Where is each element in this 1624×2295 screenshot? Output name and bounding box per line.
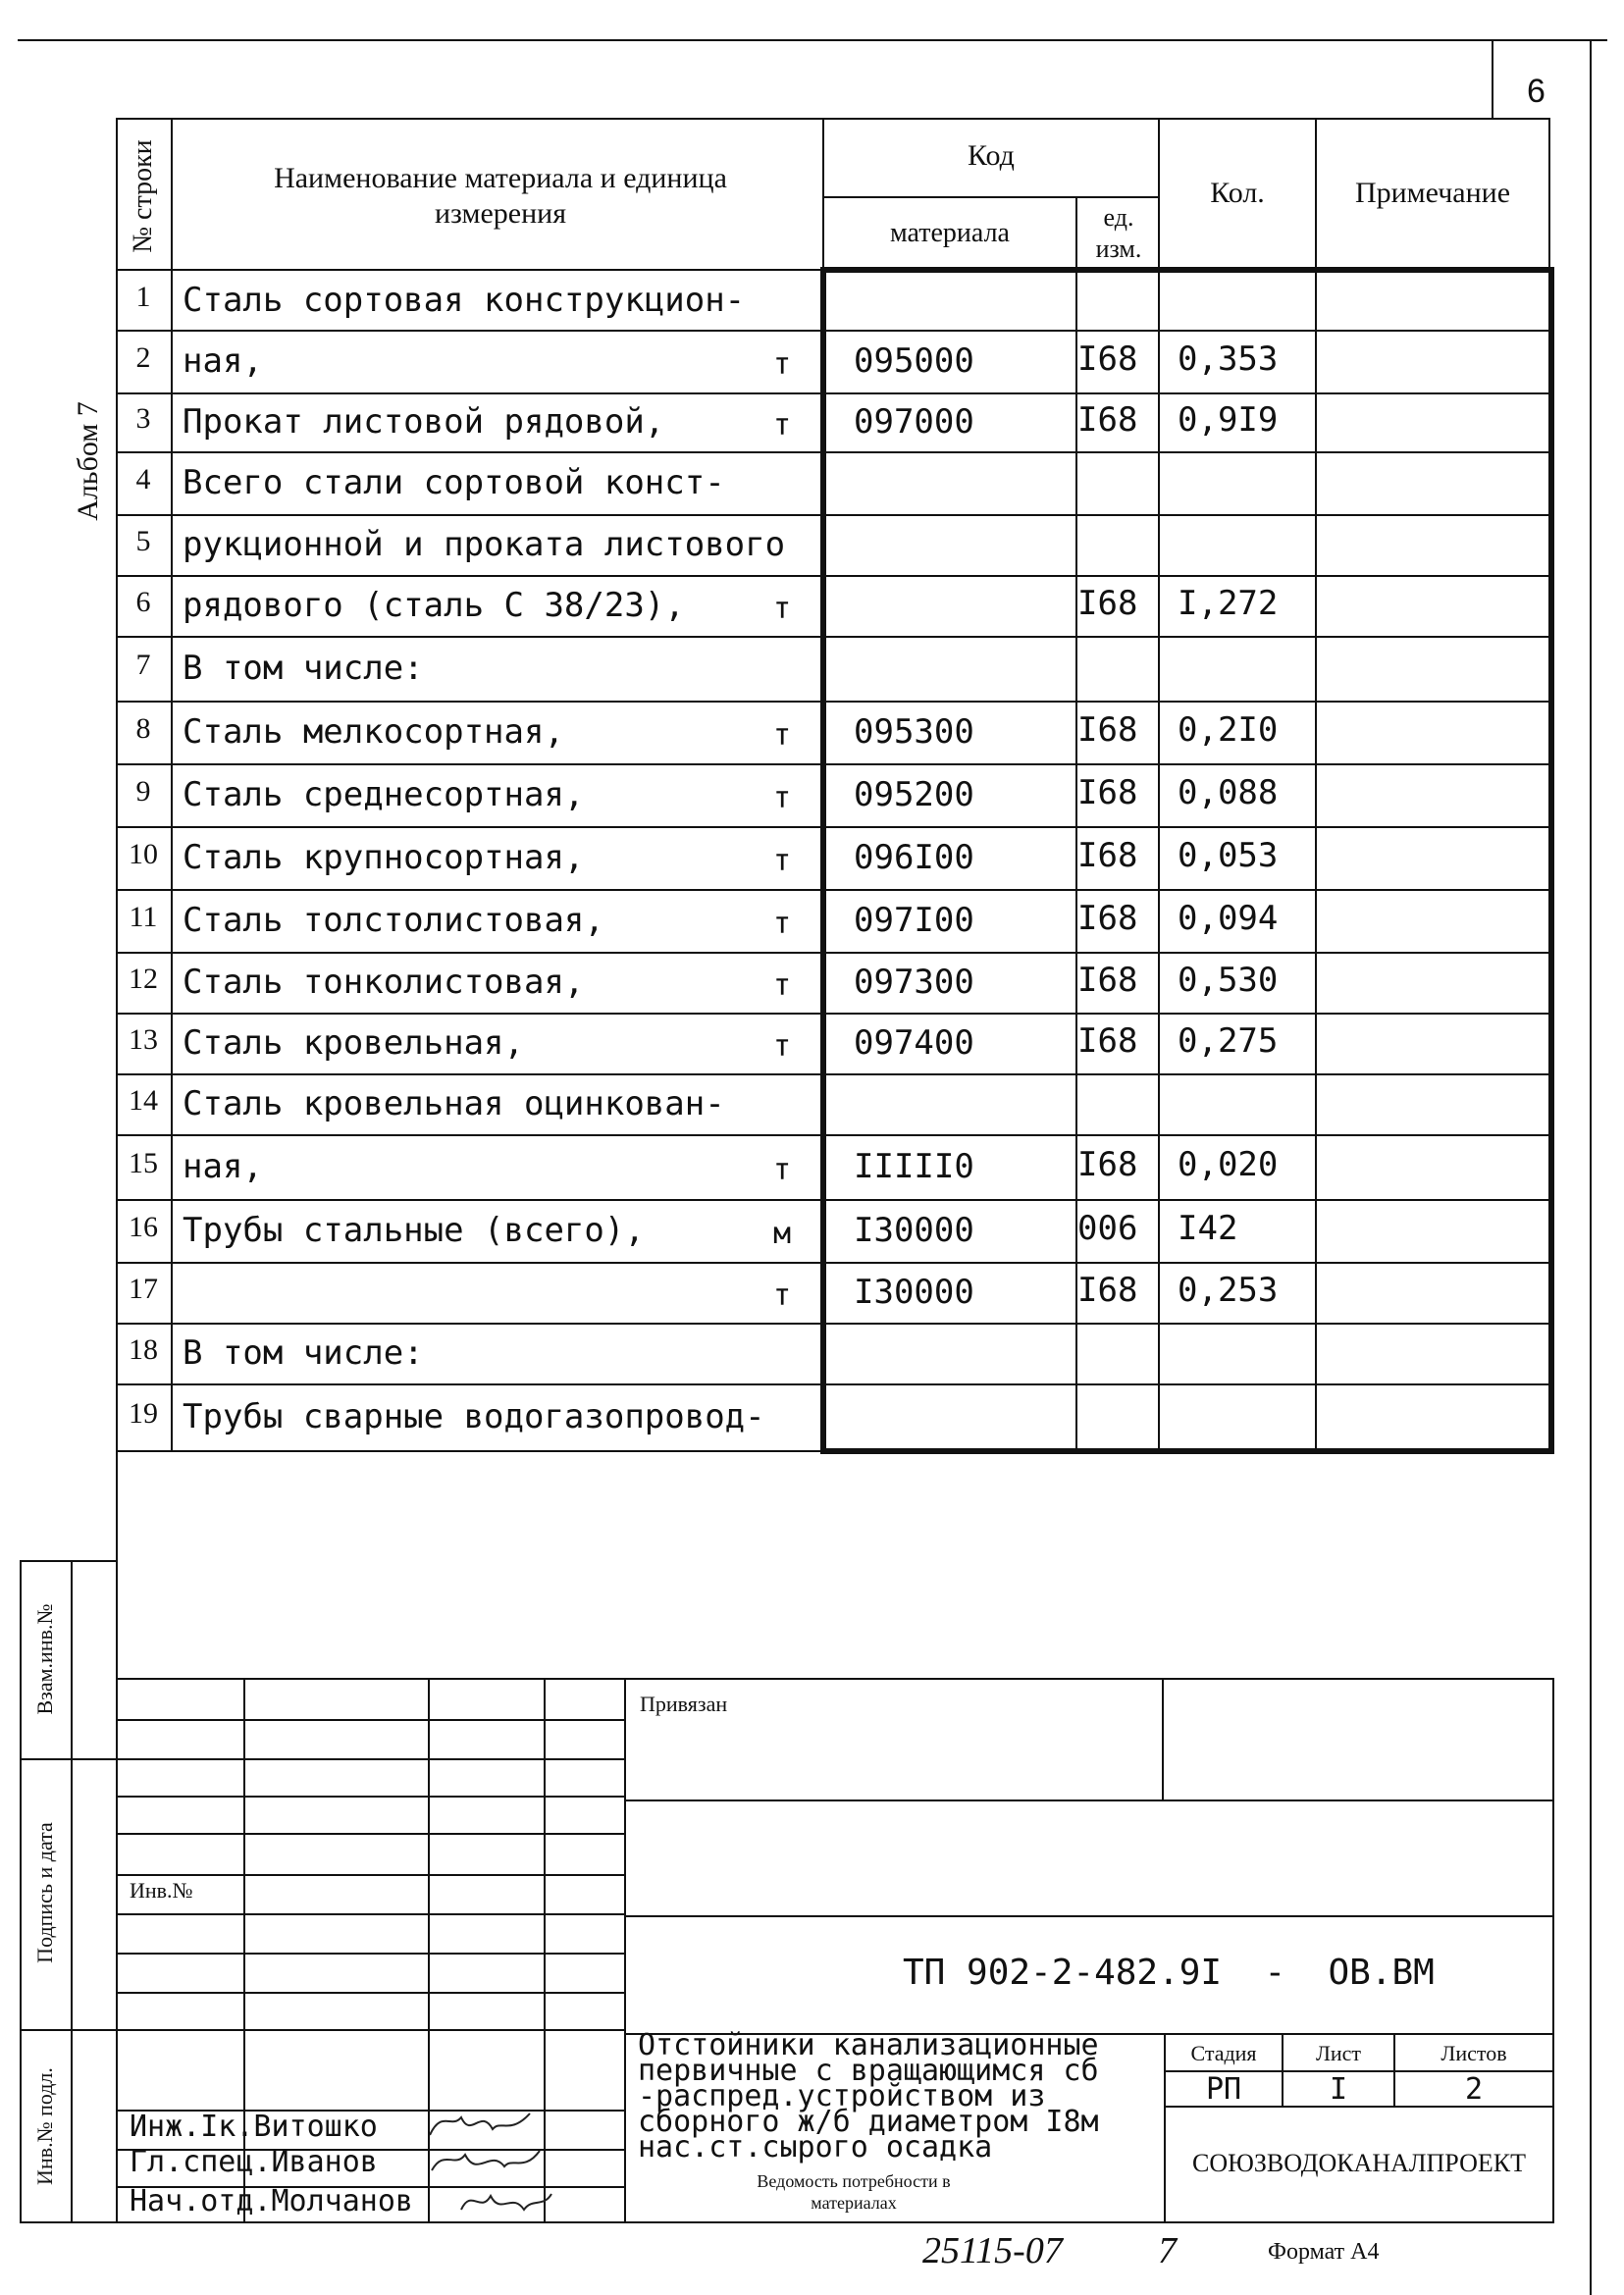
header-unit-code: ед. изм. (1095, 203, 1142, 263)
row-unit: т (773, 1029, 792, 1064)
col-sep-1 (171, 118, 173, 1452)
row-rule (116, 1323, 1550, 1325)
row-name: Сталь сортовая конструкцион- (183, 281, 746, 320)
row-name: ная, (183, 1147, 263, 1186)
handwritten-number: 25115-07 (922, 2230, 1063, 2271)
row-unit-code: I68 (1077, 1145, 1138, 1184)
row-number: 1 (135, 281, 151, 313)
sheets-label: Листов (1441, 2041, 1507, 2065)
signer-name: .Витошко (236, 2110, 378, 2144)
row-name: Сталь крупносортная, (183, 838, 585, 877)
row-material-code: 095200 (854, 775, 974, 814)
stage-value: РП (1205, 2072, 1242, 2107)
row-name: В том числе: (183, 649, 424, 688)
stamp-top (116, 1678, 1554, 1680)
row-unit: т (773, 907, 792, 941)
row-unit: т (773, 844, 792, 878)
title-line-3: -распред.устройством из (638, 2079, 1046, 2113)
right-border (1590, 39, 1592, 2295)
top-border (18, 39, 1607, 41)
row-name: Сталь толстолистовая, (183, 901, 604, 940)
header-qty: Кол. (1210, 177, 1265, 209)
stamp-bottom (116, 2221, 1554, 2223)
row-rule (116, 1383, 1550, 1385)
side-inv-podl: Инв.№ подл. (32, 2067, 57, 2185)
row-qty: 0,053 (1178, 836, 1279, 875)
grid-h6 (116, 1913, 624, 1915)
row-name: Сталь среднесортная, (183, 775, 585, 814)
signer-role: Гл.спец (130, 2145, 254, 2179)
signer-name: .Иванов (253, 2145, 378, 2179)
row-name: Сталь мелкосортная, (183, 712, 564, 752)
row-rule (116, 1199, 1550, 1201)
row-number: 3 (135, 402, 151, 435)
row-name: рукционной и проката листового (183, 525, 786, 564)
sheet-label: Лист (1315, 2041, 1362, 2065)
row-number: 6 (135, 586, 151, 618)
sheet-value: I (1329, 2072, 1348, 2107)
album-label: Альбом 7 (72, 401, 104, 521)
grid-h7 (116, 1953, 624, 1955)
page-number: 6 (1527, 73, 1545, 110)
row-qty: I,272 (1178, 584, 1279, 623)
grid-h5 (116, 1874, 624, 1876)
row-number: 7 (135, 649, 151, 681)
row-rule (116, 392, 1550, 394)
row-unit-code: I68 (1077, 339, 1138, 379)
stamp-h-privyazan (624, 1799, 1554, 1801)
row-number: 8 (135, 712, 151, 745)
title-line-5: нас.ст.сырого осадка (638, 2130, 993, 2165)
header-name: Наименование материала и единица измерения (274, 162, 727, 230)
title-line-4: сборного ж/б диаметром I8м (638, 2105, 1099, 2139)
code-subrule (822, 196, 1160, 198)
row-number: 19 (129, 1397, 158, 1430)
side-vzam: Взам.инв.№ (32, 1603, 57, 1715)
header-code: Код (968, 139, 1015, 172)
row-material-code: 097I00 (854, 901, 974, 940)
row-rule (116, 1013, 1550, 1015)
row-name: В том числе: (183, 1333, 424, 1373)
row-unit-code: I68 (1077, 836, 1138, 875)
row-unit: т (773, 347, 792, 382)
row-rule (116, 952, 1550, 954)
row-unit-code: 006 (1077, 1209, 1138, 1248)
row-number: 17 (129, 1273, 158, 1305)
row-qty: 0,353 (1178, 339, 1279, 379)
row-name: Сталь кровельная, (183, 1023, 524, 1063)
row-number: 14 (129, 1084, 158, 1117)
privyazan-label: Привязан (640, 1692, 728, 1716)
row-unit-code: I68 (1077, 773, 1138, 812)
grid-h9 (116, 2029, 624, 2031)
row-unit-code: I68 (1077, 899, 1138, 938)
side-sep-1 (20, 1758, 116, 1760)
table-top (116, 118, 1550, 120)
format-label: Формат А4 (1268, 2239, 1380, 2265)
row-unit: т (773, 718, 792, 753)
row-number: 2 (135, 341, 151, 374)
sheet-title: Ведомость потребности в материалах (757, 2171, 951, 2213)
row-material-code: I30000 (854, 1273, 974, 1312)
row-unit: т (773, 408, 792, 443)
row-material-code: 097400 (854, 1023, 974, 1063)
row-unit-code: I68 (1077, 961, 1138, 1000)
row-number: 18 (129, 1333, 158, 1366)
row-rule (116, 763, 1550, 765)
row-qty: 0,9I9 (1178, 400, 1279, 440)
row-unit: т (773, 1278, 792, 1313)
header-note: Примечание (1354, 177, 1511, 209)
row-unit-code: I68 (1077, 1021, 1138, 1061)
row-qty: 0,020 (1178, 1145, 1279, 1184)
row-unit: т (773, 968, 792, 1003)
row-number: 11 (129, 901, 158, 933)
signer-role: Инж.Iк (130, 2110, 236, 2144)
signer-row-2 (130, 2145, 378, 2179)
row-number: 5 (135, 525, 151, 557)
row-material-code: IIIII0 (854, 1147, 974, 1186)
stage-label: Стадия (1190, 2041, 1257, 2065)
row-rule (116, 1073, 1550, 1075)
row-qty: 0,088 (1178, 773, 1279, 812)
row-material-code: 095000 (854, 341, 974, 381)
side-frame-inner (71, 1560, 73, 2223)
row-qty: I42 (1178, 1209, 1238, 1248)
row-number: 4 (135, 463, 151, 496)
side-frame-left (20, 1560, 22, 2223)
row-rule (116, 1262, 1550, 1264)
row-number: 12 (129, 963, 158, 995)
row-material-code: I30000 (854, 1211, 974, 1250)
row-rule (116, 514, 1550, 516)
footer-num: 7 (1158, 2230, 1177, 2271)
row-unit-code: I68 (1077, 710, 1138, 750)
signatures-image (422, 2100, 559, 2227)
row-name: Прокат листовой рядовой, (183, 402, 665, 442)
doc-code: ТП 902-2-482.9I - ОВ.ВМ (903, 1953, 1435, 1993)
row-number: 9 (135, 775, 151, 808)
project-title (638, 2028, 1099, 2165)
signer-row-1 (130, 2110, 378, 2144)
signer-row-3 (130, 2184, 413, 2218)
stamp-right (1552, 1678, 1554, 2223)
row-material-code: 096I00 (854, 838, 974, 877)
row-rule (116, 330, 1550, 332)
signer-name: .Молчанов (253, 2184, 413, 2218)
grid-h2 (116, 1758, 624, 1760)
header-row-no: № строки (128, 139, 158, 253)
row-rule (116, 451, 1550, 453)
grid-h1 (116, 1719, 624, 1721)
inv-no-label: Инв.№ (130, 1878, 193, 1903)
header-material: материала (890, 218, 1010, 248)
row-name: рядового (сталь С 38/23), (183, 586, 685, 625)
grid-h4 (116, 1833, 624, 1835)
row-unit: т (773, 592, 792, 626)
row-rule (116, 826, 1550, 828)
row-unit-code: I68 (1077, 400, 1138, 440)
row-rule (116, 1134, 1550, 1136)
row-rule (116, 636, 1550, 638)
title-line-1: Отстойники канализационные (638, 2028, 1099, 2062)
row-name: Трубы сварные водогазопровод- (183, 1397, 765, 1436)
stamp-h-code (624, 1915, 1554, 1917)
org-name: СОЮЗВОДОКАНАЛПРОЕКТ (1192, 2149, 1526, 2177)
row-name: Трубы стальные (всего), (183, 1211, 645, 1250)
side-podpis: Подпись и дата (32, 1822, 57, 1963)
row-qty: 0,094 (1178, 899, 1279, 938)
row-number: 16 (129, 1211, 158, 1243)
stamp-div-main (624, 1678, 626, 2223)
row-unit: м (773, 1217, 792, 1251)
row-unit-code: I68 (1077, 584, 1138, 623)
row-number: 13 (129, 1023, 158, 1056)
row-rule (116, 701, 1550, 703)
title-line-2: первичные с вращающимся сб (638, 2054, 1099, 2088)
row-qty: 0,2I0 (1178, 710, 1279, 750)
row-qty: 0,253 (1178, 1271, 1279, 1310)
main-left-lower (116, 1450, 118, 2223)
row-unit: т (773, 781, 792, 815)
row-material-code: 097300 (854, 963, 974, 1002)
row-number: 15 (129, 1147, 158, 1179)
signer-role: Нач.отд (130, 2184, 254, 2218)
row-unit: т (773, 1153, 792, 1187)
row-name: Сталь кровельная оцинкован- (183, 1084, 725, 1123)
sheets-value: 2 (1464, 2072, 1484, 2107)
privyazan-right (1162, 1678, 1164, 1801)
row-number: 10 (129, 838, 158, 870)
row-rule (116, 889, 1550, 891)
row-name: Сталь тонколистовая, (183, 963, 585, 1002)
row-qty: 0,530 (1178, 961, 1279, 1000)
row-name: Всего стали сортовой конст- (183, 463, 725, 502)
row-unit-code: I68 (1077, 1271, 1138, 1310)
row-name: ная, (183, 341, 263, 381)
page-number-box-left (1492, 39, 1493, 118)
grid-h8 (116, 1992, 624, 1994)
row-material-code: 095300 (854, 712, 974, 752)
row-qty: 0,275 (1178, 1021, 1279, 1061)
grid-h3 (116, 1796, 624, 1798)
table-bottom (116, 1450, 1550, 1452)
row-material-code: 097000 (854, 402, 974, 442)
row-rule (116, 575, 1550, 577)
